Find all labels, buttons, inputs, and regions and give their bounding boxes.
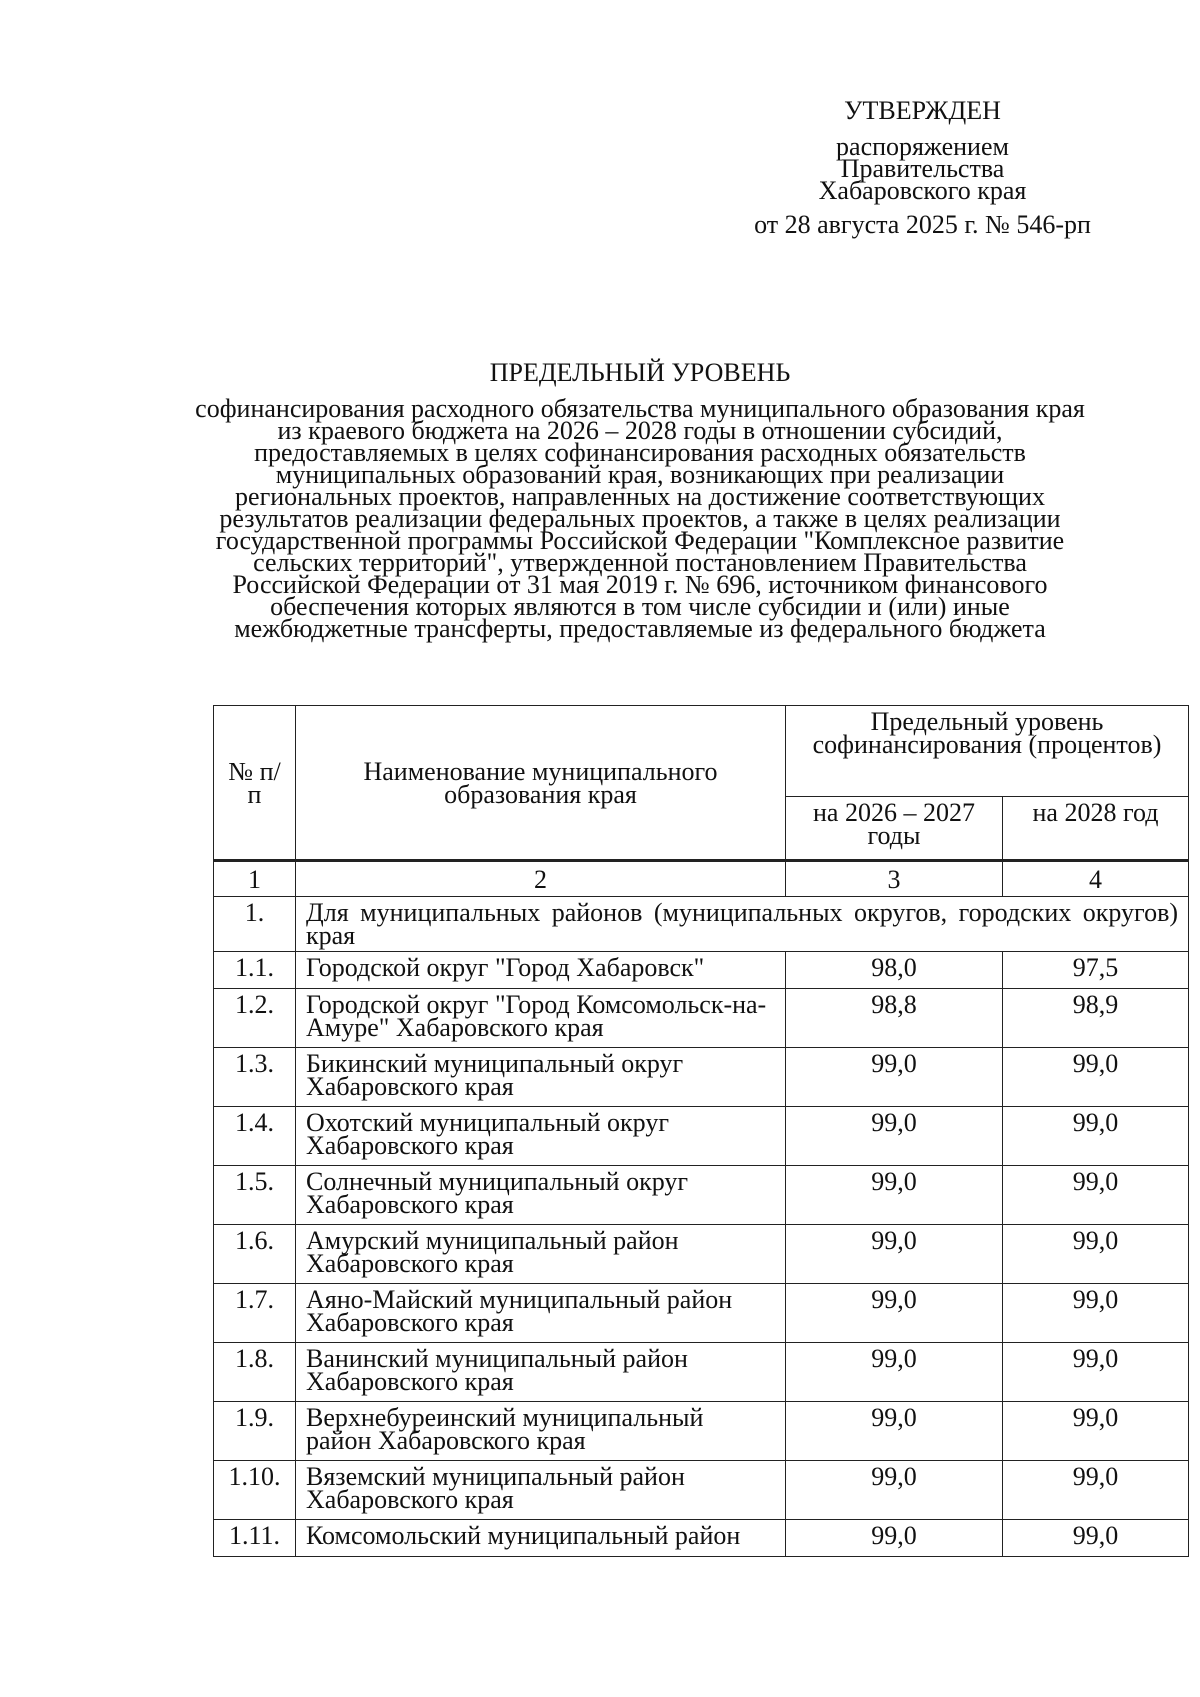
row-value-2028: 99,0: [1003, 1284, 1189, 1343]
row-num: 1.8.: [214, 1343, 296, 1402]
row-name: Аяно-Майский муниципальный район Хабаровского края: [296, 1284, 786, 1343]
row-value-2028: 99,0: [1003, 1520, 1189, 1557]
header-year-2026-2027: на 2026 – 2027 годы: [786, 797, 1003, 861]
row-name: Вяземский муниципальный район Хабаровского края: [296, 1461, 786, 1520]
row-name: Солнечный муниципальный округ Хабаровского края: [296, 1166, 786, 1225]
section-name: Для муниципальных районов (муниципальных округов, городских округов) края: [296, 897, 1189, 952]
row-name: Амурский муниципальный район Хабаровского края: [296, 1225, 786, 1284]
table-row: [214, 1402, 1189, 1461]
row-value-2026-2027: 99,0: [786, 1225, 1003, 1284]
document-heading: ПРЕДЕЛЬНЫЙ УРОВЕНЬ: [489, 358, 791, 387]
column-numbers-row: [214, 861, 1189, 897]
row-value-2026-2027: 98,8: [786, 989, 1003, 1048]
row-name: Верхнебуреинский муниципальный район Хабаровского края: [296, 1402, 786, 1461]
row-name: Ванинский муниципальный район Хабаровского края: [296, 1343, 786, 1402]
row-name: Комсомольский муниципальный район: [296, 1520, 786, 1557]
row-num: 1.6.: [214, 1225, 296, 1284]
table-row: [214, 952, 1189, 989]
cofinancing-table: [213, 705, 1189, 1557]
row-num: 1.1.: [214, 952, 296, 989]
row-value-2028: 99,0: [1003, 1166, 1189, 1225]
table-row: [214, 1107, 1189, 1166]
document-title: [195, 358, 1085, 643]
row-value-2026-2027: 99,0: [786, 1107, 1003, 1166]
table-row: [214, 1461, 1189, 1520]
column-number: 2: [296, 861, 786, 897]
row-num: 1.3.: [214, 1048, 296, 1107]
approval-region-line: Хабаровского края: [818, 176, 1027, 205]
header-year-2028: на 2028 год: [1003, 797, 1189, 861]
approved-label: УТВЕРЖДЕН: [844, 96, 1001, 125]
row-name: Охотский муниципальный округ Хабаровского края: [296, 1107, 786, 1166]
table-row: [214, 989, 1189, 1048]
row-value-2026-2027: 98,0: [786, 952, 1003, 989]
row-num: 1.5.: [214, 1166, 296, 1225]
row-name: Бикинский муниципальный округ Хабаровского края: [296, 1048, 786, 1107]
table-row: [214, 1166, 1189, 1225]
row-value-2028: 97,5: [1003, 952, 1189, 989]
row-num: 1.7.: [214, 1284, 296, 1343]
section-num: 1.: [214, 897, 296, 952]
table-row: [214, 1520, 1189, 1557]
table-header-row: [214, 706, 1189, 797]
approval-date: от 28 августа 2025 г. № 546-рп: [754, 210, 1091, 239]
row-value-2028: 99,0: [1003, 1402, 1189, 1461]
row-value-2028: 99,0: [1003, 1343, 1189, 1402]
header-num: № п/п: [214, 706, 296, 861]
table-row: [214, 1048, 1189, 1107]
row-value-2026-2027: 99,0: [786, 1402, 1003, 1461]
row-name: Городской округ "Город Хабаровск": [296, 952, 786, 989]
row-name: Городской округ "Город Комсомольск-на-Амуре" Хабаровского края: [296, 989, 786, 1048]
row-num: 1.9.: [214, 1402, 296, 1461]
row-value-2026-2027: 99,0: [786, 1343, 1003, 1402]
table-row: [214, 1225, 1189, 1284]
row-value-2028: 99,0: [1003, 1225, 1189, 1284]
approval-stamp: [700, 96, 1145, 239]
row-value-2028: 99,0: [1003, 1107, 1189, 1166]
row-value-2028: 99,0: [1003, 1461, 1189, 1520]
row-value-2026-2027: 99,0: [786, 1048, 1003, 1107]
row-value-2026-2027: 99,0: [786, 1461, 1003, 1520]
row-num: 1.2.: [214, 989, 296, 1048]
header-limit-group: Предельный уровень софинансирования (процентов): [786, 706, 1189, 797]
row-value-2026-2027: 99,0: [786, 1520, 1003, 1557]
row-num: 1.11.: [214, 1520, 296, 1557]
column-number: 3: [786, 861, 1003, 897]
document-subtitle: софинансирования расходного обязательства муниципального образования края из краевого бюджета на 2026 – 2028 годы в отношении субсидий, предоставляемых в целях софинансирования расходных обязательств муниципальных образований края, возникающих при реализации региональных проектов, направленных на достижение соответствующих результатов реализации федеральных проектов, а также в целях реализации государственной программы Российской Федерации "Комплексное развитие сельских территорий", утвержденной постановлением Правительства Российской Федерации от 31 мая 2019 г. № 696, источником финансового обеспечения которых являются в том числе субсидии и (или) иные межбюджетные трансферты, предоставляемые из федерального бюджета: [195, 394, 1085, 643]
approval-order-line: распоряжением: [836, 132, 1009, 161]
row-num: 1.10.: [214, 1461, 296, 1520]
table-row: [214, 1284, 1189, 1343]
approval-government-line: Правительства: [840, 154, 1005, 183]
column-number: 1: [214, 861, 296, 897]
section-row: [214, 897, 1189, 952]
row-value-2028: 99,0: [1003, 1048, 1189, 1107]
table-row: [214, 1343, 1189, 1402]
row-value-2026-2027: 99,0: [786, 1166, 1003, 1225]
header-name: Наименование муниципального образования края: [296, 706, 786, 861]
row-value-2026-2027: 99,0: [786, 1284, 1003, 1343]
row-num: 1.4.: [214, 1107, 296, 1166]
column-number: 4: [1003, 861, 1189, 897]
row-value-2028: 98,9: [1003, 989, 1189, 1048]
